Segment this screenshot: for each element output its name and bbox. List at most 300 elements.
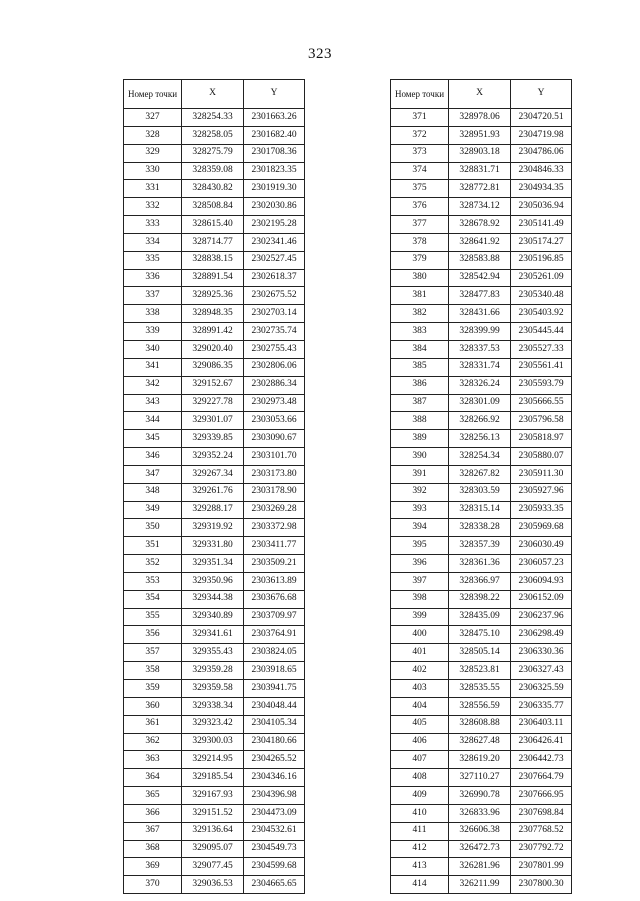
table-row bbox=[124, 715, 305, 733]
cell-x: 328903.18 bbox=[449, 144, 511, 162]
cell-x: 328891.54 bbox=[182, 269, 244, 287]
cell-y: 2303918.65 bbox=[244, 662, 305, 680]
table-row bbox=[124, 394, 305, 412]
table-row bbox=[124, 323, 305, 341]
cell-point-number: 354 bbox=[124, 590, 182, 608]
table-row bbox=[124, 680, 305, 698]
table-row bbox=[391, 876, 572, 894]
cell-x: 328948.35 bbox=[182, 305, 244, 323]
cell-y: 2306327.43 bbox=[511, 662, 572, 680]
cell-y: 2301919.30 bbox=[244, 180, 305, 198]
cell-point-number: 380 bbox=[391, 269, 449, 287]
cell-point-number: 358 bbox=[124, 662, 182, 680]
cell-y: 2303090.67 bbox=[244, 430, 305, 448]
table-row bbox=[391, 715, 572, 733]
cell-x: 329339.85 bbox=[182, 430, 244, 448]
table-row bbox=[124, 287, 305, 305]
cell-x: 329095.07 bbox=[182, 840, 244, 858]
table-row bbox=[124, 733, 305, 751]
cell-point-number: 332 bbox=[124, 198, 182, 216]
cell-x: 326472.73 bbox=[449, 840, 511, 858]
cell-x: 328475.10 bbox=[449, 626, 511, 644]
cell-y: 2303676.68 bbox=[244, 590, 305, 608]
cell-y: 2302703.14 bbox=[244, 305, 305, 323]
cell-x: 329136.64 bbox=[182, 822, 244, 840]
table-row bbox=[124, 537, 305, 555]
cell-point-number: 392 bbox=[391, 483, 449, 501]
table-row bbox=[391, 751, 572, 769]
table-row bbox=[124, 501, 305, 519]
cell-y: 2304265.52 bbox=[244, 751, 305, 769]
table-row bbox=[124, 144, 305, 162]
cell-y: 2306403.11 bbox=[511, 715, 572, 733]
cell-y: 2303173.80 bbox=[244, 465, 305, 483]
cell-point-number: 330 bbox=[124, 162, 182, 180]
cell-x: 326211.99 bbox=[449, 876, 511, 894]
cell-y: 2307792.72 bbox=[511, 840, 572, 858]
cell-point-number: 360 bbox=[124, 697, 182, 715]
table-row bbox=[124, 126, 305, 144]
cell-y: 2304532.61 bbox=[244, 822, 305, 840]
cell-y: 2302886.34 bbox=[244, 376, 305, 394]
cell-y: 2304786.06 bbox=[511, 144, 572, 162]
cell-point-number: 401 bbox=[391, 644, 449, 662]
cell-x: 328254.34 bbox=[449, 448, 511, 466]
cell-x: 326833.96 bbox=[449, 804, 511, 822]
table-row bbox=[391, 126, 572, 144]
cell-y: 2305261.09 bbox=[511, 269, 572, 287]
cell-y: 2305666.55 bbox=[511, 394, 572, 412]
cell-point-number: 393 bbox=[391, 501, 449, 519]
table-row bbox=[124, 251, 305, 269]
cell-point-number: 373 bbox=[391, 144, 449, 162]
cell-point-number: 384 bbox=[391, 340, 449, 358]
table-row bbox=[391, 644, 572, 662]
cell-y: 2307801.99 bbox=[511, 858, 572, 876]
cell-point-number: 389 bbox=[391, 430, 449, 448]
cell-y: 2306237.96 bbox=[511, 608, 572, 626]
cell-point-number: 366 bbox=[124, 804, 182, 822]
table-row bbox=[124, 626, 305, 644]
cell-point-number: 333 bbox=[124, 216, 182, 234]
table-row bbox=[124, 822, 305, 840]
table-row bbox=[391, 180, 572, 198]
cell-y: 2303709.97 bbox=[244, 608, 305, 626]
cell-y: 2306094.93 bbox=[511, 572, 572, 590]
header-x: X bbox=[182, 80, 244, 109]
cell-x: 328831.71 bbox=[449, 162, 511, 180]
table-row bbox=[124, 519, 305, 537]
cell-y: 2305196.85 bbox=[511, 251, 572, 269]
table-row bbox=[124, 644, 305, 662]
cell-point-number: 381 bbox=[391, 287, 449, 305]
cell-point-number: 368 bbox=[124, 840, 182, 858]
table-row bbox=[391, 608, 572, 626]
cell-y: 2305911.30 bbox=[511, 465, 572, 483]
cell-x: 328535.55 bbox=[449, 680, 511, 698]
cell-point-number: 340 bbox=[124, 340, 182, 358]
table-body-right bbox=[391, 109, 572, 894]
table-row bbox=[391, 269, 572, 287]
cell-x: 328978.06 bbox=[449, 109, 511, 127]
cell-x: 328266.92 bbox=[449, 412, 511, 430]
cell-point-number: 351 bbox=[124, 537, 182, 555]
table-row bbox=[391, 822, 572, 840]
cell-point-number: 363 bbox=[124, 751, 182, 769]
cell-x: 329261.76 bbox=[182, 483, 244, 501]
cell-point-number: 341 bbox=[124, 358, 182, 376]
cell-y: 2302527.45 bbox=[244, 251, 305, 269]
cell-x: 329301.07 bbox=[182, 412, 244, 430]
table-row bbox=[391, 448, 572, 466]
cell-y: 2306426.41 bbox=[511, 733, 572, 751]
cell-point-number: 371 bbox=[391, 109, 449, 127]
cell-point-number: 329 bbox=[124, 144, 182, 162]
table-row bbox=[124, 180, 305, 198]
table-row bbox=[124, 572, 305, 590]
table-row bbox=[124, 697, 305, 715]
cell-point-number: 328 bbox=[124, 126, 182, 144]
cell-point-number: 407 bbox=[391, 751, 449, 769]
cell-y: 2303764.91 bbox=[244, 626, 305, 644]
table-row bbox=[391, 233, 572, 251]
cell-y: 2305927.96 bbox=[511, 483, 572, 501]
table-row bbox=[391, 733, 572, 751]
table-row bbox=[124, 662, 305, 680]
cell-x: 328608.88 bbox=[449, 715, 511, 733]
table-row bbox=[391, 251, 572, 269]
cell-x: 328258.05 bbox=[182, 126, 244, 144]
cell-point-number: 386 bbox=[391, 376, 449, 394]
header-y: Y bbox=[244, 80, 305, 109]
cell-y: 2302341.46 bbox=[244, 233, 305, 251]
cell-y: 2305340.48 bbox=[511, 287, 572, 305]
cell-point-number: 347 bbox=[124, 465, 182, 483]
cell-y: 2307698.84 bbox=[511, 804, 572, 822]
cell-y: 2304665.65 bbox=[244, 876, 305, 894]
cell-x: 329227.78 bbox=[182, 394, 244, 412]
cell-point-number: 409 bbox=[391, 787, 449, 805]
table-row bbox=[391, 340, 572, 358]
cell-x: 328254.33 bbox=[182, 109, 244, 127]
cell-x: 326606.38 bbox=[449, 822, 511, 840]
table-body-left bbox=[124, 109, 305, 894]
cell-y: 2302755.43 bbox=[244, 340, 305, 358]
cell-x: 328542.94 bbox=[449, 269, 511, 287]
cell-y: 2304048.44 bbox=[244, 697, 305, 715]
cell-x: 329214.95 bbox=[182, 751, 244, 769]
cell-y: 2304396.98 bbox=[244, 787, 305, 805]
cell-x: 329020.40 bbox=[182, 340, 244, 358]
cell-x: 328772.81 bbox=[449, 180, 511, 198]
cell-y: 2305036.94 bbox=[511, 198, 572, 216]
table-row bbox=[391, 787, 572, 805]
cell-x: 329331.80 bbox=[182, 537, 244, 555]
cell-point-number: 336 bbox=[124, 269, 182, 287]
table-header-row bbox=[391, 80, 572, 109]
table-row bbox=[124, 787, 305, 805]
cell-point-number: 383 bbox=[391, 323, 449, 341]
cell-y: 2305561.41 bbox=[511, 358, 572, 376]
cell-point-number: 379 bbox=[391, 251, 449, 269]
table-row bbox=[124, 448, 305, 466]
cell-point-number: 338 bbox=[124, 305, 182, 323]
cell-y: 2305969.68 bbox=[511, 519, 572, 537]
cell-point-number: 344 bbox=[124, 412, 182, 430]
cell-y: 2307768.52 bbox=[511, 822, 572, 840]
cell-y: 2302675.52 bbox=[244, 287, 305, 305]
cell-y: 2304846.33 bbox=[511, 162, 572, 180]
table-row bbox=[124, 269, 305, 287]
header-point-number: Номер точки bbox=[124, 80, 182, 109]
table-row bbox=[124, 109, 305, 127]
cell-point-number: 408 bbox=[391, 769, 449, 787]
cell-x: 328357.39 bbox=[449, 537, 511, 555]
cell-x: 329351.34 bbox=[182, 555, 244, 573]
cell-point-number: 396 bbox=[391, 555, 449, 573]
cell-point-number: 411 bbox=[391, 822, 449, 840]
table-row bbox=[124, 305, 305, 323]
cell-x: 329350.96 bbox=[182, 572, 244, 590]
cell-y: 2302618.37 bbox=[244, 269, 305, 287]
cell-x: 328338.28 bbox=[449, 519, 511, 537]
cell-x: 329359.58 bbox=[182, 680, 244, 698]
cell-point-number: 377 bbox=[391, 216, 449, 234]
cell-point-number: 412 bbox=[391, 840, 449, 858]
cell-x: 328641.92 bbox=[449, 233, 511, 251]
cell-point-number: 345 bbox=[124, 430, 182, 448]
table-row bbox=[391, 840, 572, 858]
cell-x: 328303.59 bbox=[449, 483, 511, 501]
cell-y: 2303053.66 bbox=[244, 412, 305, 430]
table-row bbox=[391, 323, 572, 341]
cell-x: 329185.54 bbox=[182, 769, 244, 787]
cell-x: 328430.82 bbox=[182, 180, 244, 198]
table-row bbox=[391, 109, 572, 127]
cell-point-number: 327 bbox=[124, 109, 182, 127]
table-row bbox=[124, 340, 305, 358]
cell-point-number: 403 bbox=[391, 680, 449, 698]
cell-y: 2305933.35 bbox=[511, 501, 572, 519]
cell-x: 328734.12 bbox=[449, 198, 511, 216]
cell-x: 328435.09 bbox=[449, 608, 511, 626]
cell-y: 2305141.49 bbox=[511, 216, 572, 234]
cell-y: 2304549.73 bbox=[244, 840, 305, 858]
cell-x: 328838.15 bbox=[182, 251, 244, 269]
cell-x: 329086.35 bbox=[182, 358, 244, 376]
cell-point-number: 361 bbox=[124, 715, 182, 733]
cell-point-number: 376 bbox=[391, 198, 449, 216]
cell-point-number: 374 bbox=[391, 162, 449, 180]
cell-point-number: 335 bbox=[124, 251, 182, 269]
cell-point-number: 337 bbox=[124, 287, 182, 305]
table-row bbox=[124, 751, 305, 769]
cell-x: 329319.92 bbox=[182, 519, 244, 537]
table-row bbox=[391, 590, 572, 608]
cell-y: 2303101.70 bbox=[244, 448, 305, 466]
cell-point-number: 385 bbox=[391, 358, 449, 376]
cell-x: 328556.59 bbox=[449, 697, 511, 715]
cell-x: 329355.43 bbox=[182, 644, 244, 662]
cell-point-number: 394 bbox=[391, 519, 449, 537]
cell-x: 329352.24 bbox=[182, 448, 244, 466]
cell-x: 329359.28 bbox=[182, 662, 244, 680]
cell-point-number: 410 bbox=[391, 804, 449, 822]
table-row bbox=[391, 555, 572, 573]
cell-y: 2304473.09 bbox=[244, 804, 305, 822]
cell-y: 2303941.75 bbox=[244, 680, 305, 698]
cell-y: 2304599.68 bbox=[244, 858, 305, 876]
cell-point-number: 405 bbox=[391, 715, 449, 733]
table-row bbox=[124, 804, 305, 822]
cell-y: 2302195.28 bbox=[244, 216, 305, 234]
cell-point-number: 365 bbox=[124, 787, 182, 805]
header-y: Y bbox=[511, 80, 572, 109]
cell-y: 2304346.16 bbox=[244, 769, 305, 787]
table-row bbox=[124, 233, 305, 251]
cell-x: 329300.03 bbox=[182, 733, 244, 751]
cell-y: 2306335.77 bbox=[511, 697, 572, 715]
table-row bbox=[391, 412, 572, 430]
cell-x: 328619.20 bbox=[449, 751, 511, 769]
cell-x: 328301.09 bbox=[449, 394, 511, 412]
cell-point-number: 357 bbox=[124, 644, 182, 662]
cell-point-number: 399 bbox=[391, 608, 449, 626]
cell-point-number: 382 bbox=[391, 305, 449, 323]
cell-y: 2303509.21 bbox=[244, 555, 305, 573]
cell-x: 328366.97 bbox=[449, 572, 511, 590]
cell-point-number: 339 bbox=[124, 323, 182, 341]
cell-x: 328477.83 bbox=[449, 287, 511, 305]
cell-x: 328583.88 bbox=[449, 251, 511, 269]
cell-y: 2303372.98 bbox=[244, 519, 305, 537]
cell-x: 329151.52 bbox=[182, 804, 244, 822]
cell-x: 328275.79 bbox=[182, 144, 244, 162]
cell-point-number: 413 bbox=[391, 858, 449, 876]
table-row bbox=[391, 430, 572, 448]
cell-y: 2304105.34 bbox=[244, 715, 305, 733]
cell-point-number: 355 bbox=[124, 608, 182, 626]
cell-y: 2303178.90 bbox=[244, 483, 305, 501]
cell-y: 2306298.49 bbox=[511, 626, 572, 644]
cell-y: 2305593.79 bbox=[511, 376, 572, 394]
cell-point-number: 391 bbox=[391, 465, 449, 483]
cell-x: 329267.34 bbox=[182, 465, 244, 483]
cell-x: 326281.96 bbox=[449, 858, 511, 876]
cell-point-number: 395 bbox=[391, 537, 449, 555]
cell-y: 2307800.30 bbox=[511, 876, 572, 894]
cell-y: 2305527.33 bbox=[511, 340, 572, 358]
cell-point-number: 334 bbox=[124, 233, 182, 251]
table-row bbox=[124, 412, 305, 430]
cell-point-number: 372 bbox=[391, 126, 449, 144]
cell-y: 2305796.58 bbox=[511, 412, 572, 430]
table-row bbox=[391, 537, 572, 555]
table-row bbox=[391, 572, 572, 590]
cell-x: 328951.93 bbox=[449, 126, 511, 144]
cell-x: 329152.67 bbox=[182, 376, 244, 394]
cell-y: 2304719.98 bbox=[511, 126, 572, 144]
table-row bbox=[391, 680, 572, 698]
header-point-number: Номер точки bbox=[391, 80, 449, 109]
cell-point-number: 352 bbox=[124, 555, 182, 573]
cell-x: 329288.17 bbox=[182, 501, 244, 519]
table-row bbox=[124, 358, 305, 376]
table-row bbox=[391, 287, 572, 305]
table-row bbox=[391, 216, 572, 234]
table-row bbox=[124, 876, 305, 894]
table-row bbox=[124, 590, 305, 608]
table-row bbox=[124, 555, 305, 573]
cell-y: 2301682.40 bbox=[244, 126, 305, 144]
cell-x: 328315.14 bbox=[449, 501, 511, 519]
cell-point-number: 367 bbox=[124, 822, 182, 840]
cell-x: 329323.42 bbox=[182, 715, 244, 733]
cell-point-number: 342 bbox=[124, 376, 182, 394]
cell-x: 328256.13 bbox=[449, 430, 511, 448]
cell-x: 328508.84 bbox=[182, 198, 244, 216]
cell-y: 2305818.97 bbox=[511, 430, 572, 448]
cell-point-number: 406 bbox=[391, 733, 449, 751]
table-row bbox=[391, 162, 572, 180]
cell-y: 2303269.28 bbox=[244, 501, 305, 519]
cell-y: 2301663.26 bbox=[244, 109, 305, 127]
cell-y: 2303824.05 bbox=[244, 644, 305, 662]
cell-x: 329077.45 bbox=[182, 858, 244, 876]
cell-point-number: 356 bbox=[124, 626, 182, 644]
cell-point-number: 390 bbox=[391, 448, 449, 466]
cell-x: 328523.81 bbox=[449, 662, 511, 680]
cell-x: 328714.77 bbox=[182, 233, 244, 251]
cell-point-number: 397 bbox=[391, 572, 449, 590]
cell-y: 2304934.35 bbox=[511, 180, 572, 198]
table-row bbox=[124, 376, 305, 394]
cell-point-number: 364 bbox=[124, 769, 182, 787]
cell-point-number: 387 bbox=[391, 394, 449, 412]
cell-point-number: 350 bbox=[124, 519, 182, 537]
table-row bbox=[124, 465, 305, 483]
cell-y: 2306057.23 bbox=[511, 555, 572, 573]
cell-y: 2305174.27 bbox=[511, 233, 572, 251]
cell-x: 329344.38 bbox=[182, 590, 244, 608]
table-row bbox=[124, 162, 305, 180]
cell-point-number: 378 bbox=[391, 233, 449, 251]
cell-y: 2302806.06 bbox=[244, 358, 305, 376]
coordinates-table-left bbox=[123, 79, 305, 894]
cell-y: 2306330.36 bbox=[511, 644, 572, 662]
cell-x: 328361.36 bbox=[449, 555, 511, 573]
table-row bbox=[391, 376, 572, 394]
cell-y: 2307666.95 bbox=[511, 787, 572, 805]
cell-point-number: 343 bbox=[124, 394, 182, 412]
cell-x: 328991.42 bbox=[182, 323, 244, 341]
cell-x: 329036.53 bbox=[182, 876, 244, 894]
cell-point-number: 400 bbox=[391, 626, 449, 644]
cell-x: 329167.93 bbox=[182, 787, 244, 805]
cell-point-number: 404 bbox=[391, 697, 449, 715]
table-row bbox=[391, 662, 572, 680]
cell-x: 328359.08 bbox=[182, 162, 244, 180]
cell-x: 327110.27 bbox=[449, 769, 511, 787]
table-row bbox=[391, 626, 572, 644]
cell-x: 329341.61 bbox=[182, 626, 244, 644]
cell-x: 328678.92 bbox=[449, 216, 511, 234]
page-number: 323 bbox=[308, 46, 332, 62]
table-row bbox=[391, 858, 572, 876]
table-row bbox=[391, 697, 572, 715]
cell-point-number: 353 bbox=[124, 572, 182, 590]
cell-point-number: 348 bbox=[124, 483, 182, 501]
